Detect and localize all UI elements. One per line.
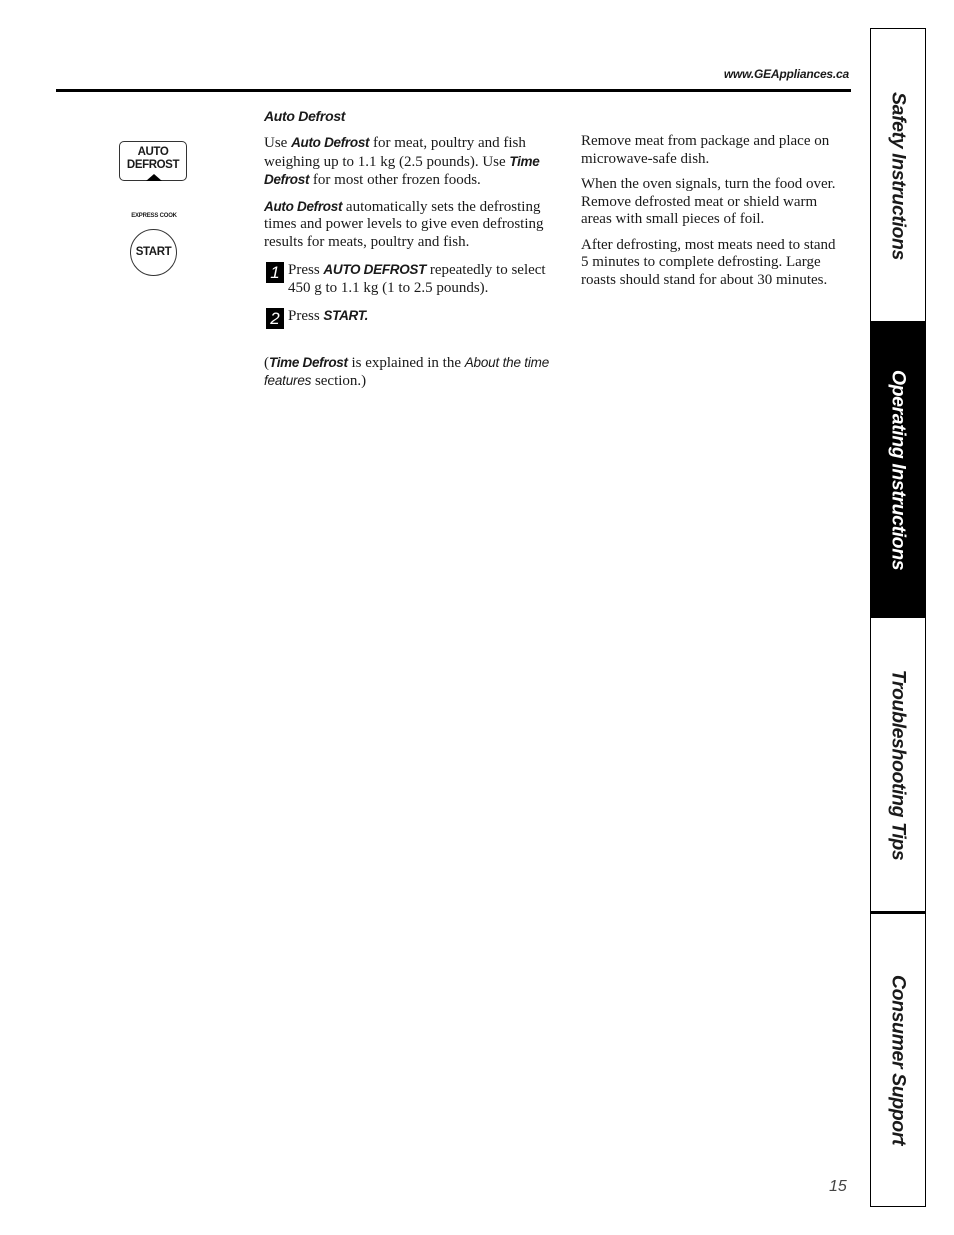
step-2: 2 Press START. bbox=[264, 307, 554, 326]
website-url[interactable]: www.GEAppliances.ca bbox=[723, 67, 849, 81]
auto-defrost-button-icon bbox=[119, 141, 187, 181]
triangle-up-icon bbox=[146, 174, 162, 181]
start-button-icon bbox=[130, 229, 177, 276]
tip-paragraph: Remove meat from package and place on microwave-safe dish. bbox=[581, 133, 830, 167]
tab-troubleshooting-tips[interactable] bbox=[870, 618, 926, 914]
header-rule bbox=[56, 89, 851, 92]
auto-defrost-label-line1: AUTO bbox=[137, 146, 169, 158]
tab-safety-instructions[interactable] bbox=[870, 28, 926, 322]
tab-operating-instructions[interactable] bbox=[870, 321, 926, 618]
start-label: START bbox=[135, 246, 172, 258]
tips-column bbox=[581, 133, 843, 297]
intro-paragraph: Use Auto Defrost for meat, poultry and fish weighing up to 1.1 kg (2.5 pounds). Use Time Defrost for most other frozen foods. bbox=[264, 135, 540, 188]
tab-label: Troubleshooting Tips bbox=[887, 669, 910, 860]
tab-label: Safety Instructions bbox=[887, 91, 910, 260]
tab-label: Operating Instructions bbox=[887, 369, 910, 570]
auto-defrost-description: Auto Defrost automatically sets the defrosting times and power levels to give even defrosting results for meats, poultry and fish. bbox=[264, 198, 544, 250]
section-title: Auto Defrost bbox=[264, 108, 346, 124]
express-cook-label: EXPRESS COOK bbox=[131, 213, 177, 219]
page-number: 15 bbox=[829, 1178, 847, 1195]
tab-consumer-support[interactable] bbox=[870, 914, 926, 1207]
tip-paragraph: When the oven signals, turn the food over. Remove defrosted meat or shield warm areas with small pieces of foil. bbox=[581, 176, 836, 227]
instructions-column bbox=[264, 108, 554, 399]
auto-defrost-label-line2: DEFROST bbox=[126, 159, 180, 171]
side-tabs bbox=[870, 28, 926, 1207]
step-number-2: 2 bbox=[266, 308, 284, 329]
tab-label: Consumer Support bbox=[887, 974, 910, 1146]
time-defrost-note: (Time Defrost is explained in the About the time features section.) bbox=[264, 354, 550, 389]
step-1: 1 Press AUTO DEFROST repeatedly to select 450 g to 1.1 kg (1 to 2.5 pounds). bbox=[264, 261, 554, 297]
step-number-1: 1 bbox=[266, 262, 284, 283]
tip-paragraph: After defrosting, most meats need to stand 5 minutes to complete defrosting. Large roasts should stand for about 30 minutes. bbox=[581, 236, 836, 288]
